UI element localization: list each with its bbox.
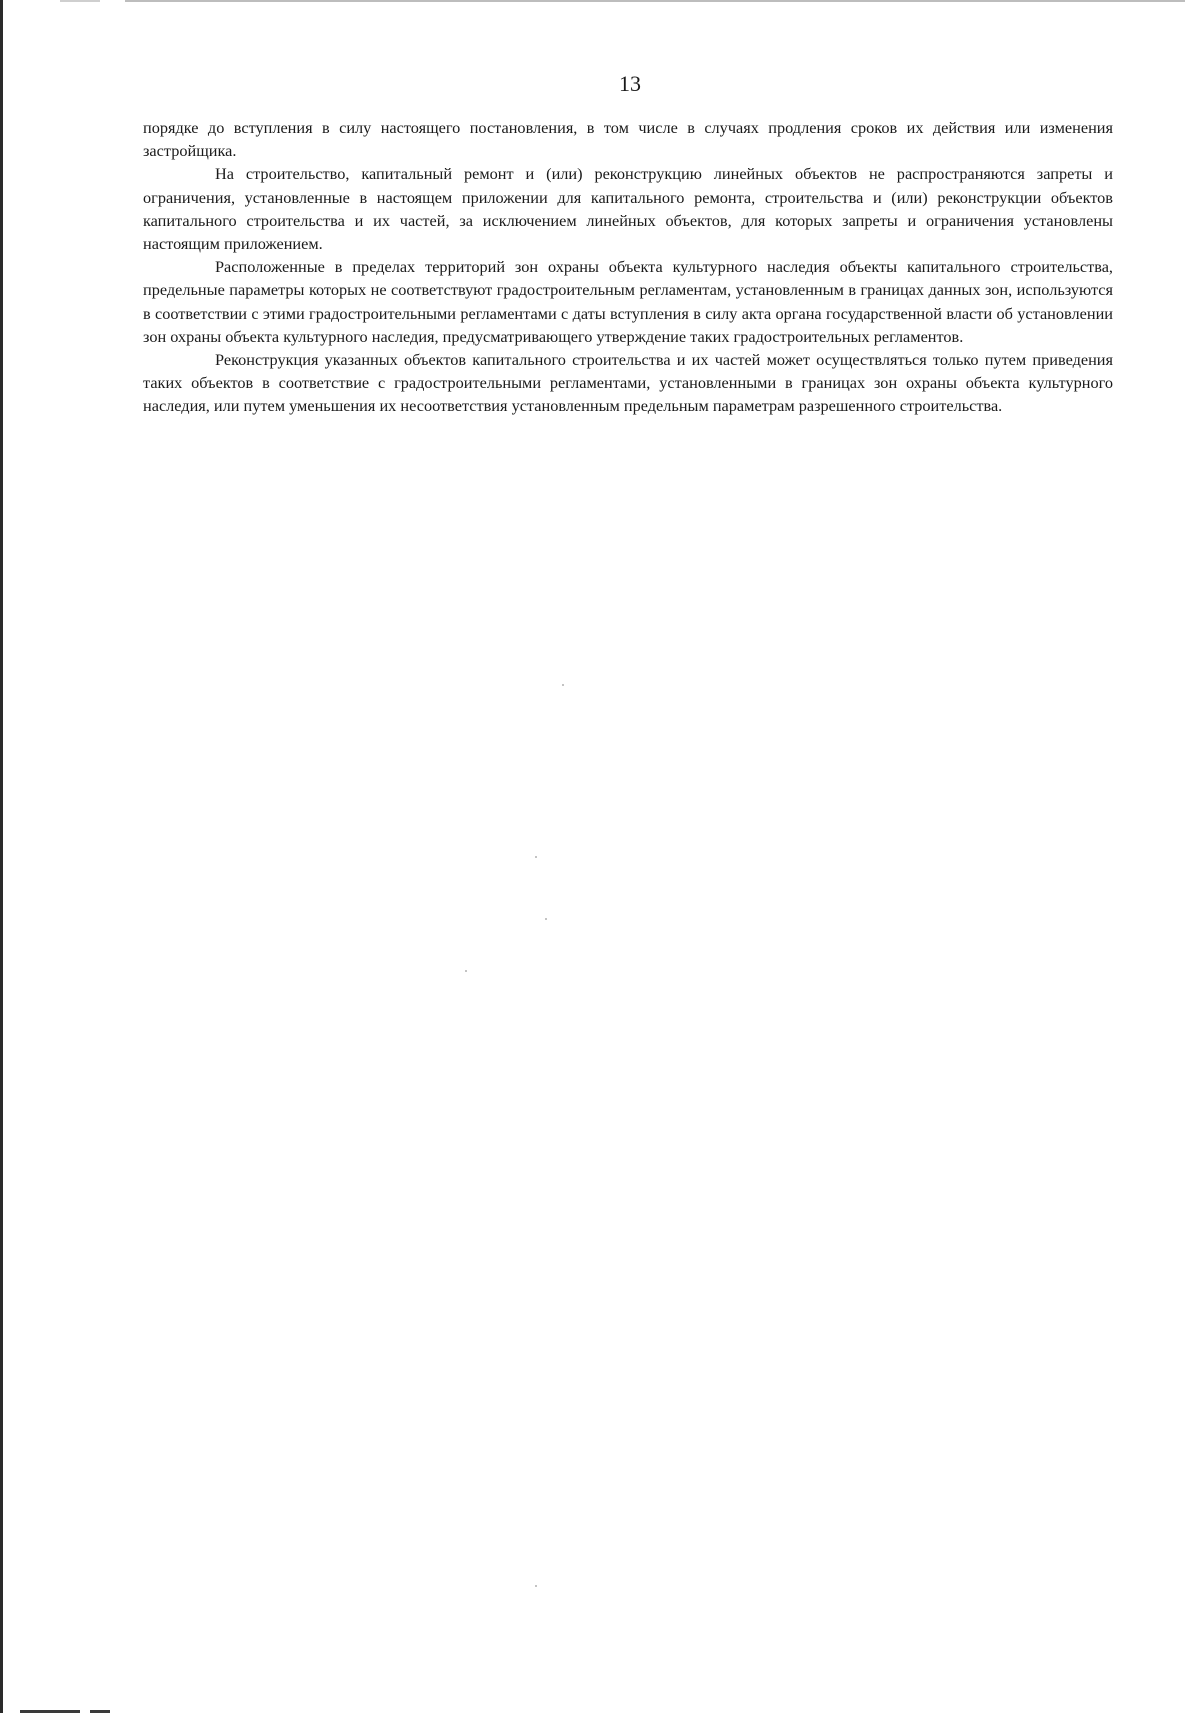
- scan-speck: [562, 684, 564, 686]
- page-number: 13: [619, 71, 641, 96]
- scan-edge-top-mark: [60, 0, 100, 2]
- scan-speck: [535, 856, 537, 858]
- paragraph-continuation: порядке до вступления в силу настоящего постановления, в том числе в случаях продления сроков их действия или изменения застройщика.: [143, 118, 1113, 161]
- paragraph-existing-objects: Расположенные в пределах территорий зон охраны объекта культурного наследия объекты капитального строительства, предельные параметры которых не соответствуют градостроительным регламентам, установленным в границах данных зон, используются в соответствии с этими градостроительными регламентами с даты вступления в силу акта органа государственной власти об установлении зон охраны объекта культурного наследия, предусматривающего утверждение таких градостроительных регламентов.: [143, 257, 1113, 346]
- paragraph-reconstruction: Реконструкция указанных объектов капитального строительства и их частей может осуществляться только путем приведения таких объектов в соответствие с градостроительными регламентами, установленными в границах зон охраны объекта культурного наследия, или путем уменьшения их несоответствия установленным предельным параметрам разрешенного строительства.: [143, 350, 1113, 416]
- paragraph-linear-objects: На строительство, капитальный ремонт и (или) реконструкцию линейных объектов не распространяются запреты и ограничения, установленные в настоящем приложении для капитального ремонта, строительства и (или) реконструкции объектов капитального строительства и их частей, за исключением линейных объектов, для которых запреты и ограничения установлены настоящим приложением.: [143, 164, 1113, 254]
- scan-speck: [535, 1585, 537, 1587]
- scan-speck: [465, 970, 467, 972]
- scan-edge-top: [125, 0, 1185, 2]
- scan-speck: [545, 918, 547, 920]
- scan-edge-left: [0, 0, 3, 1713]
- document-body: [143, 116, 1113, 418]
